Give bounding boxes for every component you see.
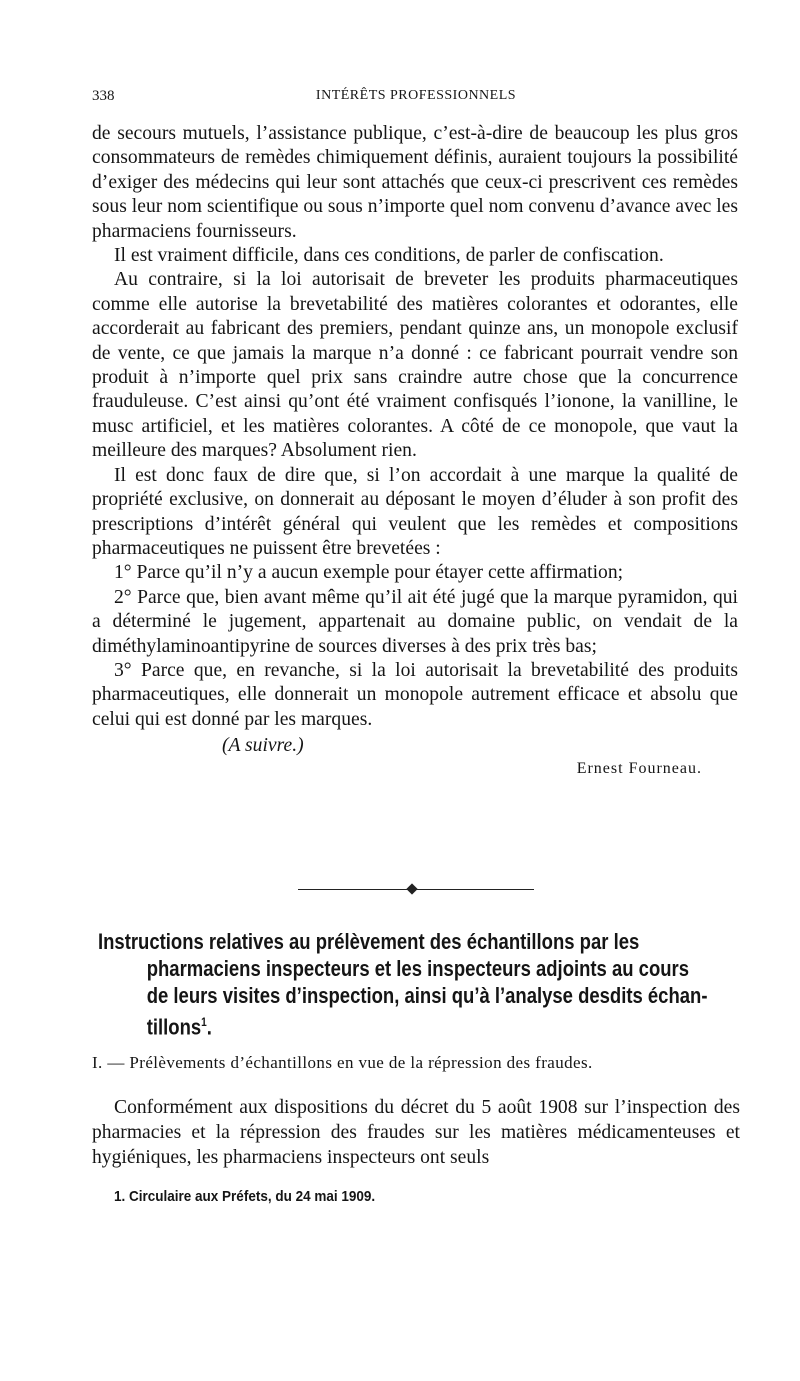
paragraph: de secours mutuels, l’assistance publique, c’est-à-dire de beaucoup les plus gros consommateurs de remèdes chimiquement définis, auraient toujours la possibilité d’exiger des médecins qui leur sont attachés que ceux-ci prescrivent ces remèdes sous leur nom scientifique ou sous n’importe quel nom convenu d’avance avec les pharmaciens fournisseurs. — [92, 123, 738, 242]
heading-line-last — [98, 1009, 745, 1040]
main-text — [92, 122, 738, 781]
page-number: 338 — [92, 88, 115, 104]
paragraph: Au contraire, si la loi autorisait de breveter les produits pharmaceutiques comme elle autorise la brevetabilité des matières colorantes et odorantes, elle accorderait au fabricant des premiers, pendant quinze ans, un monopole exclusif de vente, ce que jamais la marque n’a donné : ce fabricant pourrait vendre son produit à n’importe quel prix sans craindre autre chose que la concurrence frauduleuse. C’est ainsi qu’ont été vraiment confisqués l’ionone, la vanilline, le musc artificiel, et les matières colorantes. A côté de ce monopole, que vaut la meilleure des marques? Absolument rien. — [92, 269, 738, 462]
to-be-continued: (A suivre.) — [222, 735, 304, 757]
list-item: 1° Parce qu’il n’y a aucun exemple pour étayer cette affirmation; — [114, 562, 624, 584]
running-header — [92, 88, 740, 112]
heading-line: de leurs visites d’inspection, ainsi qu’à l’analyse desdits échan- — [146, 983, 708, 1008]
heading-line: Instructions relatives au prélèvement des échantillons par les — [98, 929, 640, 954]
paragraph: Il est donc faux de dire que, si l’on accordait à une marque la qualité de propriété exclusive, on donnerait au déposant le moyen d’éluder à son profit des prescriptions d’intérêt général qui veulent que les remèdes et compositions pharmaceutiques ne puissent être brevetées : — [92, 464, 738, 559]
diamond-ornament — [406, 883, 417, 894]
paragraph: Conformément aux dispositions du décret du 5 août 1908 sur l’inspection des pharmacies et la répression des fraudes sur les matières médicamenteuses et hygiéniques, les pharmaciens inspecteurs ont seuls — [92, 1097, 740, 1168]
list-item: 3° Parce que, en revanche, si la loi autorisait la brevetabilité des produits pharmaceutiques, elle donnerait un monopole autrement efficace et absolu que celui qui est donné par les marques. — [92, 659, 738, 730]
footnote: 1. Circulaire aux Préfets, du 24 mai 1909. — [114, 1188, 376, 1205]
section-separator — [298, 885, 534, 895]
article-heading — [98, 928, 745, 1040]
heading-line: pharmaciens inspecteurs et les inspecteurs adjoints au cours — [146, 956, 689, 981]
list-item: 2° Parce que, bien avant même qu’il ait été jugé que la marque pyramidon, qui a déterminé le jugement, appartenait au domaine public, on vendait de la diméthylaminoantipyrine de sources diverses à des prix très bas; — [92, 586, 738, 657]
section-title: I. — Prélèvements d’échantillons en vue de la répression des fraudes. — [92, 1053, 593, 1072]
article-text — [92, 1095, 740, 1170]
paragraph: Il est vraiment difficile, dans ces conditions, de parler de confiscation. — [114, 245, 664, 267]
footnote-marker: 1 — [201, 1015, 207, 1029]
running-title: INTÉRÊTS PROFESSIONNELS — [315, 88, 517, 103]
heading-line: tillons — [146, 1014, 202, 1040]
heading-end: . — [206, 1014, 212, 1040]
author-signature: Ernest Fourneau. — [576, 759, 702, 777]
